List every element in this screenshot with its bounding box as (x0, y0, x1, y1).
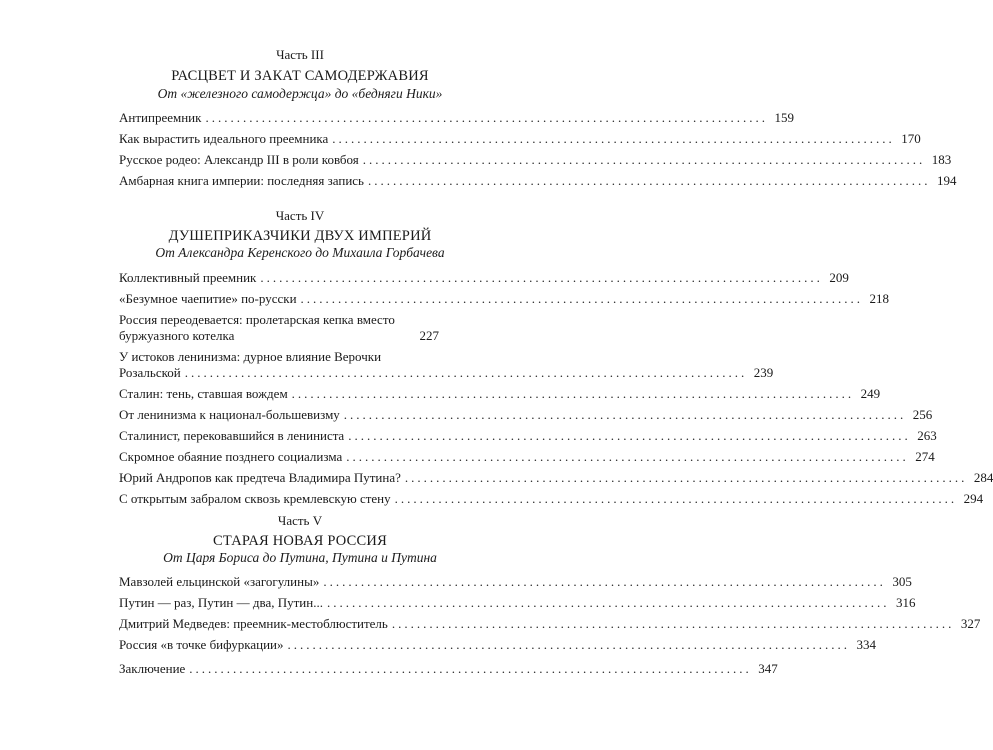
toc-entry-title: «Безумное чаепитие» по-русски (119, 291, 297, 306)
toc-entry-conclusion[interactable] (119, 661, 778, 677)
conclusion-toc (119, 661, 778, 677)
toc-leader-dots: .......................................................................................... (184, 365, 748, 380)
toc-entry[interactable] (119, 173, 957, 189)
part-3-title: РАСЦВЕТ И ЗАКАТ САМОДЕРЖАВИЯ (171, 68, 429, 84)
toc-leader-dots: .......................................................................................... (189, 661, 752, 676)
toc-entry[interactable] (119, 428, 937, 444)
toc-entry-title: Сталин: тень, ставшая вождем (119, 386, 288, 401)
part-5-subtitle: От Царя Бориса до Путина, Путина и Путина (163, 550, 437, 565)
toc-entry[interactable] (119, 131, 921, 147)
toc-entry-page: 334 (856, 637, 876, 652)
toc-entry-title: Сталинист, перековавшийся в ленинистa (119, 428, 345, 443)
toc-entry[interactable] (119, 349, 774, 381)
toc-entry[interactable] (119, 491, 984, 507)
toc-entry-title: Мавзолей ельцинской «загогулины» (119, 574, 320, 589)
toc-leader-dots: .......................................................................................... (343, 407, 907, 422)
toc-entry-title: От ленинизма к национал-большевизму (119, 407, 340, 422)
toc-entry[interactable] (119, 152, 952, 168)
toc-entry-title: Дмитрий Медведев: преемник-местоблюститель (119, 616, 388, 631)
toc-leader-dots: .......................................................................................... (300, 291, 864, 306)
part-4-toc (119, 270, 993, 507)
toc-entry[interactable] (119, 110, 794, 126)
part-5-number: Часть V (277, 513, 323, 528)
toc-entry-page: 227 (419, 328, 439, 343)
toc-leader-dots: .......................................................................................... (391, 616, 955, 631)
toc-entry-title-line2: буржуазного котелка (119, 328, 235, 343)
toc-leader-dots: .......................................................................................... (362, 152, 926, 167)
toc-entry-page: 316 (895, 595, 916, 610)
toc-entry-page: 194 (937, 173, 957, 188)
toc-entry[interactable] (119, 637, 876, 653)
toc-entry-page: 347 (758, 661, 778, 676)
toc-entry-title: Заключение (119, 661, 186, 676)
toc-entry[interactable] (119, 407, 933, 423)
part-4-title: ДУШЕПРИКАЗЧИКИ ДВУХ ИМПЕРИЙ (168, 228, 432, 244)
toc-entry-page: 239 (753, 365, 774, 380)
toc-entry-page: 294 (963, 491, 984, 506)
toc-entry-page: 305 (892, 574, 912, 589)
toc-entry[interactable] (119, 312, 439, 344)
toc-leader-dots: .......................................................................................... (394, 491, 958, 506)
toc-entry-title: Скромное обаяние позднего социализма (119, 449, 343, 464)
toc-entry[interactable] (119, 270, 849, 286)
toc-entry-page: 159 (774, 110, 794, 125)
toc-entry[interactable] (119, 574, 912, 590)
toc-leader-dots: .......................................................................................... (260, 270, 823, 285)
toc-entry[interactable] (119, 470, 993, 486)
toc-entry-page: 274 (915, 449, 935, 464)
toc-leader-dots: .......................................................................................... (205, 110, 768, 125)
toc-entry-page: 263 (917, 428, 937, 443)
toc-entry-title-line1: Россия переодевается: пролетарская кепка вместо (119, 312, 395, 327)
toc-entry-title: Амбарная книга империи: последняя запись (119, 173, 364, 188)
part-4-subtitle: От Александра Керенского до Михаила Горбачева (155, 245, 445, 260)
toc-entry-page: 256 (912, 407, 933, 422)
toc-entry-page: 327 (960, 616, 981, 631)
part-3-toc (119, 110, 957, 189)
toc-leader-dots: .......................................................................................... (323, 574, 886, 589)
part-4-number: Часть IV (275, 208, 325, 223)
toc-leader-dots: .......................................................................................... (346, 449, 909, 464)
toc-entry-page: 284 (973, 470, 993, 485)
toc-entry-page: 170 (901, 131, 921, 146)
toc-entry-title: С открытым забралом сквозь кремлевскую стену (119, 491, 391, 506)
toc-entry[interactable] (119, 291, 890, 307)
toc-entry[interactable] (119, 449, 935, 465)
part-3-number: Часть III (276, 47, 324, 62)
toc-leader-dots: .......................................................................................... (332, 131, 895, 146)
part-3-subtitle: От «железного самодержца» до «бедняги Ники» (157, 86, 443, 101)
toc-entry-page: 218 (869, 291, 890, 306)
toc-entry-title: Русское родео: Александр III в роли ковбоя (119, 152, 359, 167)
toc-leader-dots: .......................................................................................... (291, 386, 855, 401)
toc-entry[interactable] (119, 386, 881, 402)
toc-entry-title: Юрий Андропов как предтеча Владимира Путина? (119, 470, 401, 485)
toc-entry-page: 183 (931, 152, 952, 167)
toc-leader-dots: .......................................................................................... (326, 595, 890, 610)
toc-entry[interactable] (119, 595, 916, 611)
toc-entry-title: Путин — раз, Путин — два, Путин... (119, 595, 323, 610)
toc-entry[interactable] (119, 616, 981, 632)
toc-leader-dots: .......................................................................................... (348, 428, 911, 443)
toc-entry-title: Коллективный преемник (119, 270, 257, 285)
part-5-toc (119, 574, 981, 653)
toc-entry-title-line2: Розальской (119, 365, 181, 380)
toc-entry-title: Как вырастить идеального преемника (119, 131, 329, 146)
toc-entry-title: Россия «в точке бифуркации» (119, 637, 284, 652)
toc-entry-title-line1: У истоков ленинизма: дурное влияние Верочки (119, 349, 382, 364)
toc-entry-page: 249 (860, 386, 881, 401)
toc-leader-dots: .......................................................................................... (287, 637, 850, 652)
toc-entry-title: Антипреемник (119, 110, 202, 125)
toc-entry-page: 209 (829, 270, 849, 285)
part-5-title: СТАРАЯ НОВАЯ РОССИЯ (213, 533, 387, 549)
toc-leader-dots: .......................................................................................... (404, 470, 968, 485)
toc-leader-dots: .......................................................................................... (368, 173, 931, 188)
